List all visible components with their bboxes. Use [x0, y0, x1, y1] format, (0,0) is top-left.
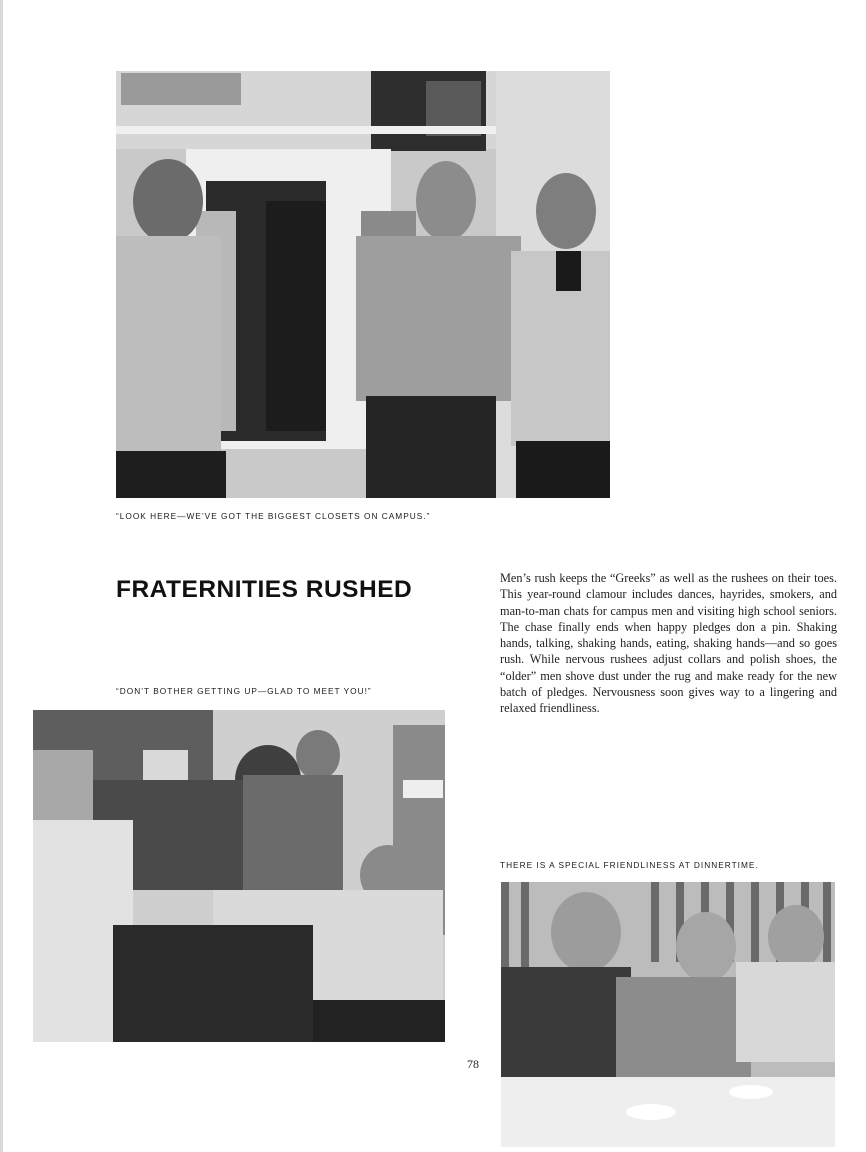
dinner-photo-caption: THERE IS A SPECIAL FRIENDLINESS AT DINNERTIME.: [500, 860, 759, 870]
page-number: 78: [467, 1057, 479, 1071]
article-body: Men’s rush keeps the “Greeks” as well as the rushees on their toes. This year-round clamour includes dances, hayrides, smokers, and man-to-man chats for campus men and visiting high school seniors. The chase finally ends when happy pledges don a pin. Shaking hands, talking, shaking hands, eating, shaking hands—and so goes rush. While nervous rushees adjust collars and polish shoes, the “older” men shove dust under the rug and make ready for the new batch of pledges. Nervousness soon gives way to a lingering and relaxed friendliness.: [500, 571, 837, 716]
page-edge: [0, 0, 3, 1152]
greeting-photo-caption: “DON’T BOTHER GETTING UP—GLAD TO MEET YOU!”: [116, 686, 372, 696]
closet-photo-caption: “LOOK HERE—WE’VE GOT THE BIGGEST CLOSETS ON CAMPUS.”: [116, 511, 431, 521]
closet-photo: [116, 71, 610, 498]
greeting-photo: [33, 710, 445, 1042]
dinner-photo: [501, 882, 835, 1147]
page-title: FRATERNITIES RUSHED: [116, 576, 413, 603]
